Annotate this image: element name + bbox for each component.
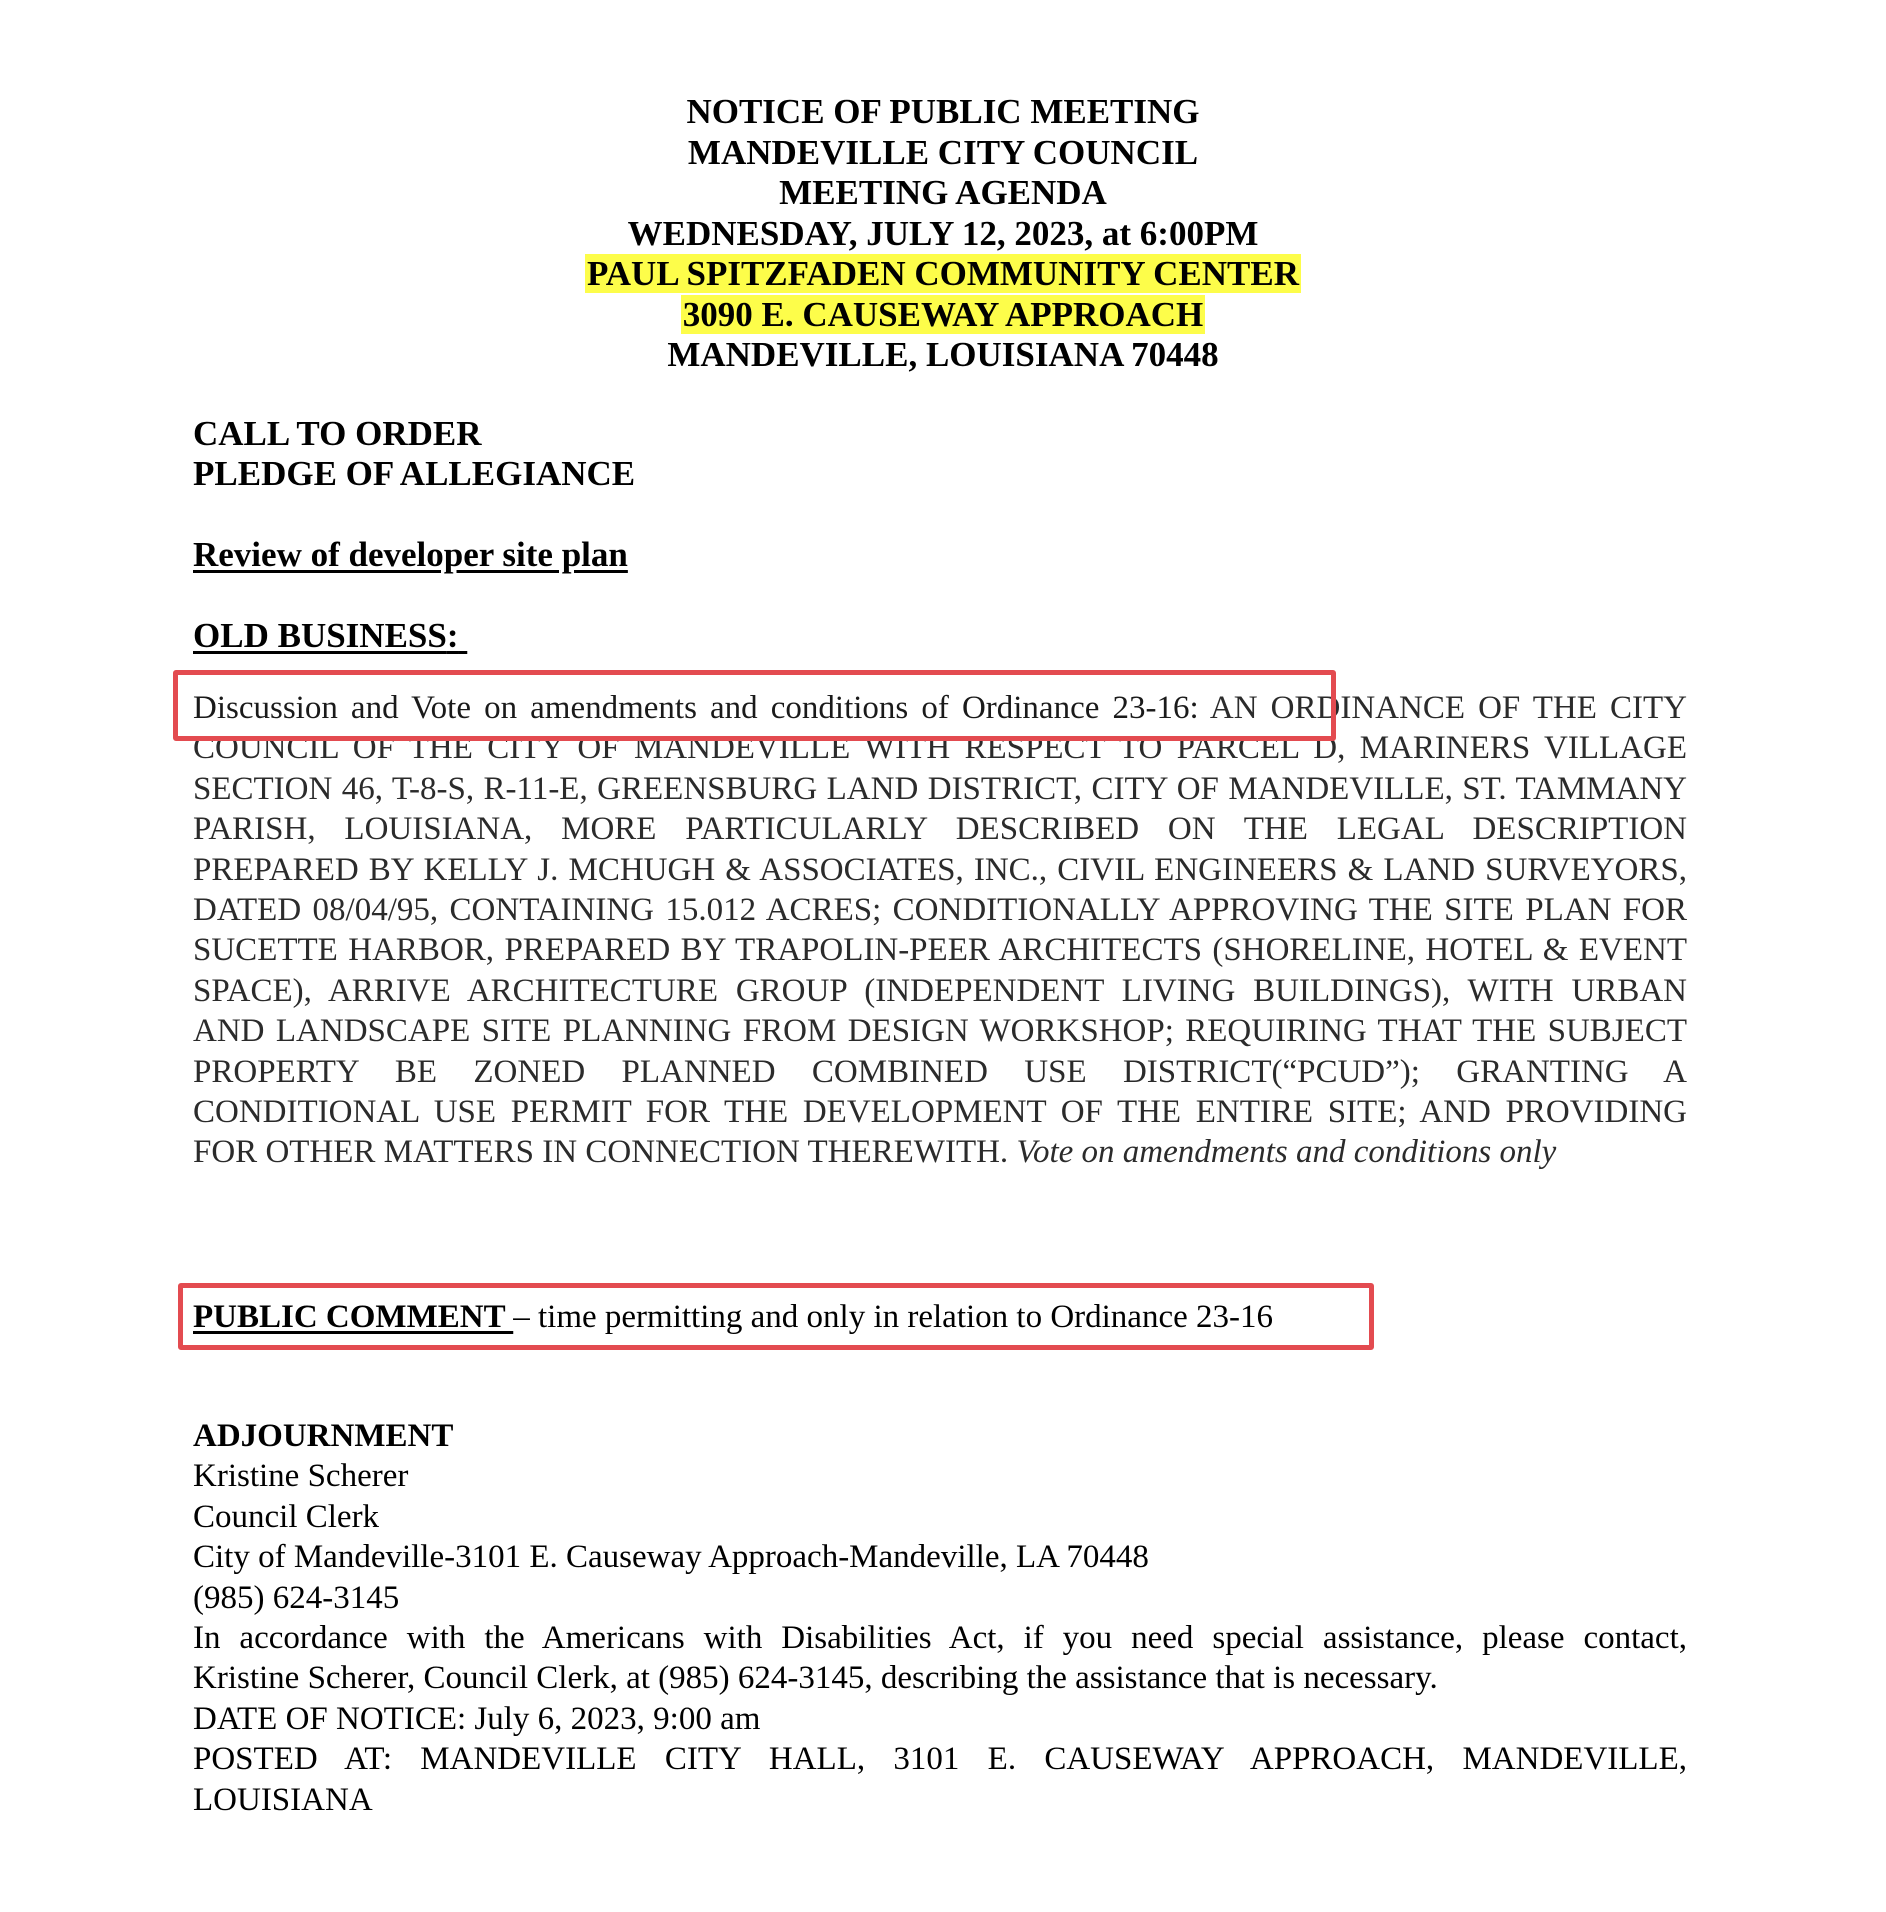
header-agenda-label: MEETING AGENDA	[779, 173, 1107, 212]
agenda-old-business-heading	[193, 616, 467, 657]
posted-at-line-2: LOUISIANA	[193, 1781, 373, 1818]
date-of-notice: DATE OF NOTICE: July 6, 2023, 9:00 am	[193, 1700, 761, 1737]
ordinance-paragraph	[193, 688, 1687, 1173]
header-venue-address-highlighted: 3090 E. CAUSEWAY APPROACH	[682, 294, 1204, 334]
agenda-review-site-plan: Review of developer site plan	[193, 535, 628, 574]
adjournment-heading: ADJOURNMENT	[193, 1418, 454, 1454]
clerk-title: Council Clerk	[193, 1498, 380, 1535]
clerk-address: City of Mandeville-3101 E. Causeway Approach-Mandeville, LA 70448	[193, 1539, 1149, 1576]
header-notice-title: NOTICE OF PUBLIC MEETING	[686, 92, 1200, 131]
header-city-state: MANDEVILLE, LOUISIANA 70448	[667, 335, 1219, 374]
ordinance-italic-note: Vote on amendments and conditions only	[1016, 1134, 1557, 1171]
highlight-box-public-comment	[178, 1283, 1374, 1350]
highlight-box-ordinance-lead	[173, 670, 1336, 741]
ordinance-body: AN ORDINANCE OF THE CITY COUNCIL OF THE CITY OF MANDEVILLE WITH RESPECT TO PARCEL D, MARINERS VILLAGE SECTION 46, T-8-S, R-11-E, GREENSBURG LAND DISTRICT, CITY OF MANDEVILLE, ST. TAMMANY PARISH, LOUISIANA, MORE PARTICULARLY DESCRIBED ON THE LEGAL DESCRIPTION PREPARED BY KELLY J. MCHUGH & ASSOCIATES, INC., CIVIL ENGINEERS & LAND SURVEYORS, DATED 08/04/95, CONTAINING 15.012 ACRES; CONDITIONALLY APPROVING THE SITE PLAN FOR SUCETTE HARBOR, PREPARED BY TRAPOLIN-PEER ARCHITECTS (SHORELINE, HOTEL & EVENT SPACE), ARRIVE ARCHITECTURE GROUP (INDEPENDENT LIVING BUILDINGS), WITH URBAN AND LANDSCAPE SITE PLANNING FROM DESIGN WORKSHOP; REQUIRING THAT THE SUBJECT PROPERTY BE ZONED PLANNED COMBINED USE DISTRICT(“PCUD”); GRANTING A CONDITIONAL USE PERMIT FOR THE DEVELOPMENT OF THE ENTIRE SITE; AND PROVIDING FOR OTHER MATTERS IN CONNECTION THEREWITH.	[193, 690, 1687, 1171]
ordinance-lead: Discussion and Vote on amendments and conditions of Ordinance 23-16:	[193, 690, 1199, 726]
header-venue-highlighted: PAUL SPITZFADEN COMMUNITY CENTER	[586, 254, 1300, 293]
ada-notice-line-1: In accordance with the Americans with Disabilities Act, if you need special assistance, please contact,	[193, 1620, 1687, 1657]
header-date-time: WEDNESDAY, JULY 12, 2023, at 6:00PM	[627, 213, 1259, 253]
header-council-name: MANDEVILLE CITY COUNCIL	[687, 132, 1199, 172]
old-business-colon: :	[446, 616, 459, 655]
document-footer	[193, 1416, 1687, 1820]
clerk-name: Kristine Scherer	[193, 1458, 409, 1495]
public-comment-label: PUBLIC COMMENT	[193, 1299, 514, 1335]
posted-at-line-1: POSTED AT: MANDEVILLE CITY HALL, 3101 E. CAUSEWAY APPROACH, MANDEVILLE,	[193, 1741, 1687, 1778]
old-business-label: OLD BUSINESS	[193, 616, 447, 655]
public-comment-text: – time permitting and only in relation to Ordinance 23-16	[513, 1299, 1273, 1335]
document-header	[0, 92, 1886, 376]
ada-notice-line-2: Kristine Scherer, Council Clerk, at (985) 624-3145, describing the assistance that is necessary.	[193, 1660, 1438, 1697]
agenda-pledge: PLEDGE OF ALLEGIANCE	[193, 454, 636, 493]
agenda-call-to-order: CALL TO ORDER	[193, 414, 482, 453]
clerk-phone: (985) 624-3145	[193, 1579, 400, 1616]
